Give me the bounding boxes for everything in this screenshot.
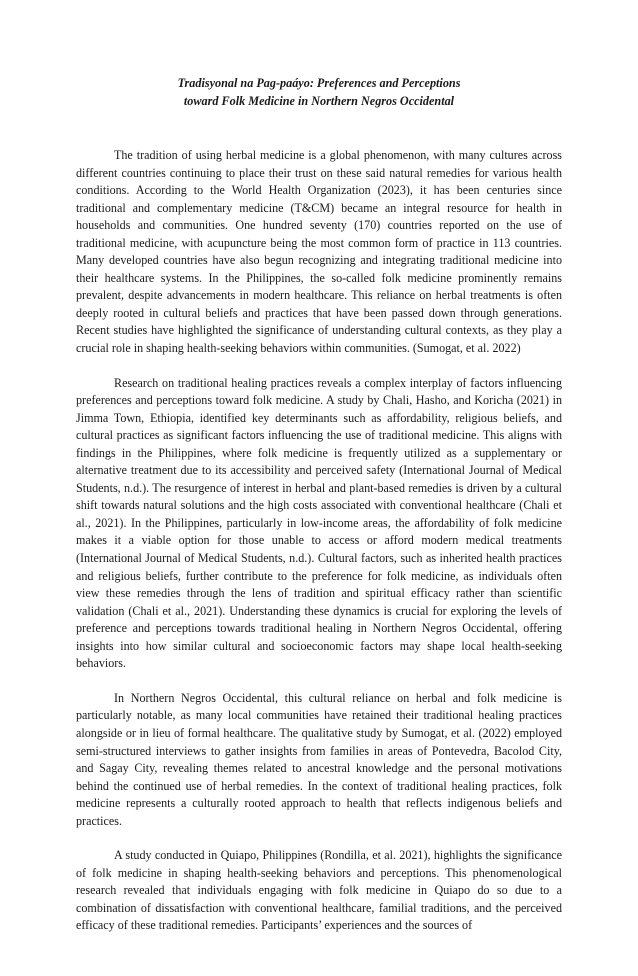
title-line-1: Tradisyonal na Pag-paáyo: Preferences and Perceptions <box>177 76 461 90</box>
paragraph-1: The tradition of using herbal medicine is a global phenomenon, with many cultures across different countries continuing to place their trust on these said natural remedies for various health conditions. According to the World Health Organization (2023), it has been centuries since traditional and complementary medicine (T&CM) became an integral resource for health in households and communities. One hundred seventy (170) countries reported on the use of traditional medicine, with acupuncture being the most common form of practice in 113 countries. Many developed countries have also begun recognizing and integrating traditional medicine into their healthcare systems. In the Philippines, the so-called folk medicine prominently remains prevalent, despite advancements in modern healthcare. This reliance on herbal treatments is often deeply rooted in cultural beliefs and practices that have been passed down through generations. Recent studies have highlighted the significance of understanding cultural contexts, as they play a crucial role in shaping health-seeking behaviors within communities. (Sumogat, et al. 2022) <box>76 148 562 356</box>
paragraph-4: A study conducted in Quiapo, Philippines (Rondilla, et al. 2021), highlights the significance of folk medicine in shaping health-seeking behaviors and perceptions. This phenomenological research revealed that individuals engaging with folk medicine in Quiapo do so due to a combination of dissatisfaction with conventional healthcare, familial traditions, and the perceived efficacy of these traditional remedies. Participants’ experiences and the sources of <box>76 848 562 933</box>
paper-title <box>76 74 562 110</box>
title-line-2: toward Folk Medicine in Northern Negros Occidental <box>183 94 455 108</box>
paragraph-2: Research on traditional healing practices reveals a complex interplay of factors influencing preferences and perceptions toward folk medicine. A study by Chali, Hasho, and Koricha (2021) in Jimma Town, Ethiopia, identified key determinants such as affordability, religious beliefs, and cultural practices as significant factors influencing the use of traditional medicine. This aligns with findings in the Philippines, where folk medicine is frequently utilized as a supplementary or alternative treatment due to its accessibility and perceived safety (International Journal of Medical Students, n.d.). The resurgence of interest in herbal and plant-based remedies is driven by a cultural shift towards natural solutions and the high costs associated with conventional healthcare (Chali et al., 2021). In the Philippines, particularly in low-income areas, the affordability of folk medicine makes it a viable option for those unable to access or afford modern medical treatments (International Journal of Medical Students, n.d.). Cultural factors, such as inherited health practices and religious beliefs, further contribute to the preference for folk medicine, as individuals often view these remedies through the lens of tradition and spiritual efficacy rather than scientific validation (Chali et al., 2021). Understanding these dynamics is crucial for exploring the levels of preference and perceptions towards traditional healing in Northern Negros Occidental, offering insights into how similar cultural and socioeconomic factors may shape local health-seeking behaviors. <box>76 375 562 671</box>
paragraph-3: In Northern Negros Occidental, this cultural reliance on herbal and folk medicine is particularly notable, as many local communities have retained their traditional healing practices alongside or in lieu of formal healthcare. The qualitative study by Sumogat, et al. (2022) employed semi-structured interviews to gather insights from families in areas of Pontevedra, Bacolod City, and Sagay City, revealing themes related to ancestral knowledge and the personal motivations behind the continued use of herbal remedies. In the context of traditional healing practices, folk medicine represents a culturally rooted approach to health that reflects indigenous beliefs and practices. <box>76 690 562 828</box>
paper-page <box>76 74 562 935</box>
